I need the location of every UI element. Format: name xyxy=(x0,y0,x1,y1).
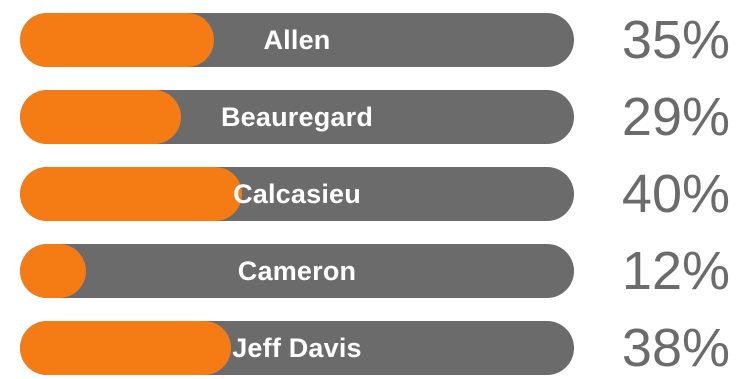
category-label: Calcasieu xyxy=(233,179,361,209)
bar-track xyxy=(20,167,574,221)
bar-row xyxy=(20,164,730,224)
category-label: Cameron xyxy=(237,256,357,286)
category-label: Jeff Davis xyxy=(232,333,362,363)
bar-track xyxy=(20,13,574,67)
value-label: 40% xyxy=(621,164,730,224)
bar-row xyxy=(20,87,730,147)
value-label: 29% xyxy=(621,87,730,147)
bar-track xyxy=(20,90,574,144)
bar-track xyxy=(20,244,574,298)
value-label: 38% xyxy=(621,318,730,378)
value-label: 35% xyxy=(621,10,730,70)
value-label: 12% xyxy=(621,241,730,301)
bar-row xyxy=(20,10,730,70)
category-label: Allen xyxy=(263,25,331,55)
bar-row xyxy=(20,318,730,378)
bar-track xyxy=(20,321,574,375)
bar-row xyxy=(20,241,730,301)
category-label: Beauregard xyxy=(220,102,374,132)
